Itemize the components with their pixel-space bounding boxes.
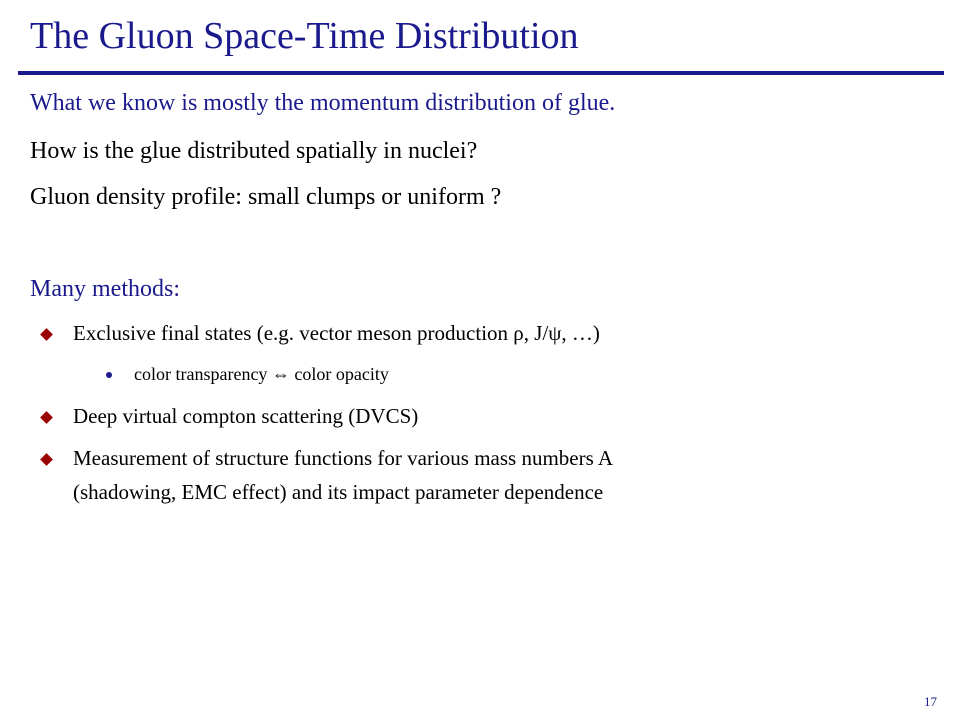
page-number: 17: [924, 694, 937, 709]
bullet-text: Deep virtual compton scattering (DVCS): [73, 404, 419, 428]
methods-heading: Many methods:: [30, 276, 180, 302]
diamond-bullet-icon: [40, 411, 53, 424]
bullet-text: Exclusive final states (e.g. vector meson production ρ, J/ψ, …): [73, 321, 600, 345]
intro-line-spatial: How is the glue distributed spatially in nuclei?: [30, 138, 478, 164]
bullet-text-line-2: (shadowing, EMC effect) and its impact parameter dependence: [73, 480, 604, 504]
sub-bullet-text: color transparency ⇔ color opacity: [134, 364, 389, 384]
intro-line-density: Gluon density profile: small clumps or uniform ?: [30, 184, 502, 210]
diamond-bullet-icon: [40, 453, 53, 466]
slide-title: The Gluon Space-Time Distribution: [30, 15, 579, 57]
title-divider: [18, 71, 944, 75]
bullet-text-line-1: Measurement of structure functions for various mass numbers A: [73, 446, 614, 470]
dot-bullet-icon: [106, 372, 112, 378]
intro-line-momentum: What we know is mostly the momentum distribution of glue.: [30, 90, 616, 116]
diamond-bullet-icon: [40, 328, 53, 341]
